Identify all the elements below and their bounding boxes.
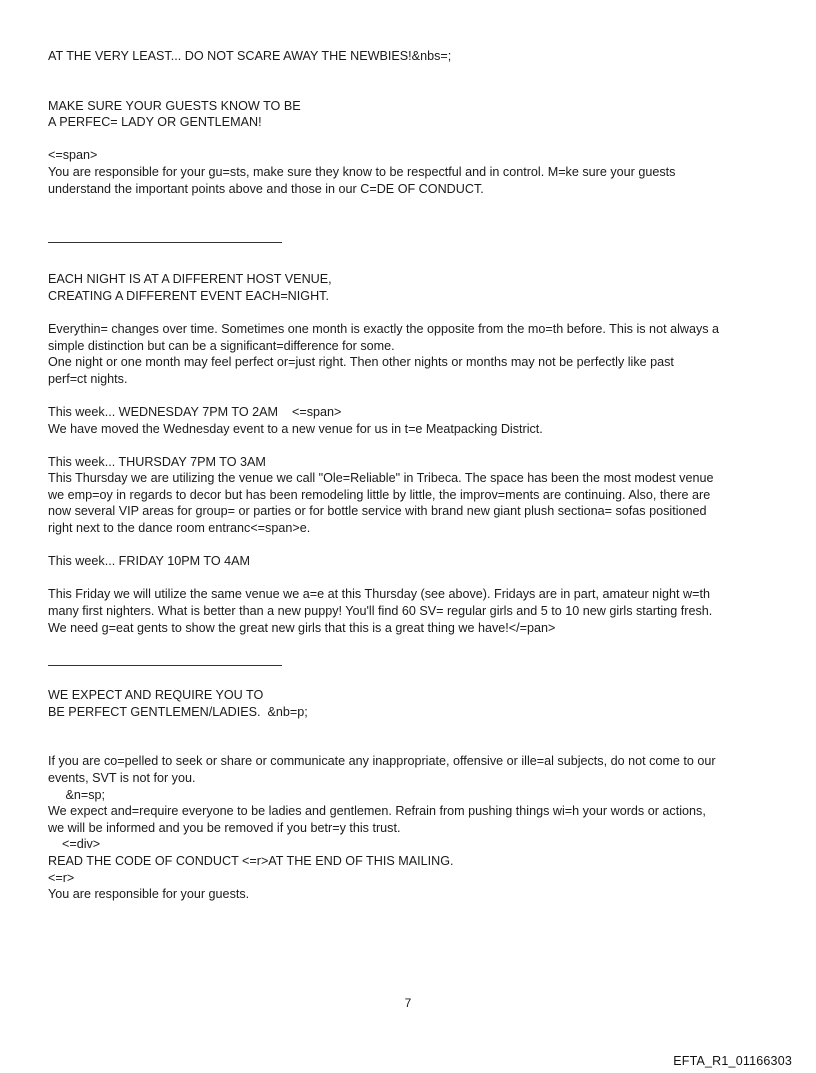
document-body [48,48,770,903]
page-number: 7 [404,996,412,1010]
guests-body-line2: understand the important points above and those in our C=DE OF CONDUCT. [48,181,484,196]
change-para-line3: One night or one month may feel perfect or=just right. Then other nights or months may not be perfectly like past [48,355,674,370]
thursday-body-line1: This Thursday we are utilizing the venue we call "Ole=Reliable" in Tribeca. The space has been the most modest venue [48,471,714,486]
thursday-body-line2: we emp=oy in regards to decor but has been remodeling little by little, the improv=ments are continuing. Also, there are [48,487,711,502]
code-of-conduct-line: READ THE CODE OF CONDUCT <=r>AT THE END OF THIS MAILING. [48,853,454,868]
venue-heading-line1: EACH NIGHT IS AT A DIFFERENT HOST VENUE, [48,272,332,287]
thursday-body-line4: right next to the dance room entranc<=span>e. [48,521,311,536]
change-para-line1: Everythin= changes over time. Sometimes one month is exactly the opposite from the mo=th before. This is not always a [48,321,720,336]
div-tag-line: <=div> [48,837,101,852]
guests-heading-line1: MAKE SURE YOUR GUESTS KNOW TO BE [48,98,301,113]
r-tag-line: <=r> [48,870,75,885]
friday-body-line3: We need g=eat gents to show the great new girls that this is a great thing we have!</=pan> [48,620,556,635]
change-para-line2: simple distinction but can be a significant=difference for some. [48,338,395,353]
expect-heading-line2: BE PERFECT GENTLEMEN/LADIES. &nb=p; [48,704,308,719]
guests-body-line1: You are responsible for your gu=sts, make sure they know to be respectful and in control. M=ke sure your guests [48,164,676,179]
thursday-heading: This week... THURSDAY 7PM TO 3AM [48,454,266,469]
venue-heading-line2: CREATING A DIFFERENT EVENT EACH=NIGHT. [48,288,329,303]
change-para-line4: perf=ct nights. [48,371,128,386]
newbies-line: AT THE VERY LEAST... DO NOT SCARE AWAY THE NEWBIES!&nbs=; [48,49,452,63]
wednesday-body: We have moved the Wednesday event to a new venue for us in t=e Meatpacking District. [48,421,543,436]
friday-body-line2: many first nighters. What is better than a new puppy! You'll find 60 SV= regular girls and 5 to 10 new girls starting fresh. [48,604,713,619]
expect-heading-line1: WE EXPECT AND REQUIRE YOU TO [48,688,264,703]
thursday-body-line3: now several VIP areas for group= or parties or for bottle service with brand new giant plush sectiona= sofas positioned [48,504,707,519]
compelled-para-line1: If you are co=pelled to seek or share or communicate any inappropriate, offensive or ille=al subjects, do not come to our [48,754,716,769]
friday-heading: This week... FRIDAY 10PM TO 4AM [48,554,251,569]
expect-para-line2: we will be informed and you be removed if you betr=y this trust. [48,820,401,835]
compelled-para-line2: events, SVT is not for you. [48,771,196,785]
wednesday-heading: This week... WEDNESDAY 7PM TO 2AM <=span> [48,404,342,419]
span-tag-line: <=span> [48,148,98,163]
guests-heading-line2: A PERFEC= LADY OR GENTLEMAN! [48,115,262,130]
responsible-line: You are responsible for your guests. [48,887,250,902]
nbsp-line: &n=sp; [48,787,106,802]
expect-para-line1: We expect and=require everyone to be ladies and gentlemen. Refrain from pushing things wi=h your words or actions, [48,804,706,819]
friday-body-line1: This Friday we will utilize the same venue we a=e at this Thursday (see above). Fridays are in part, amateur night w=th [48,587,710,602]
bates-number: EFTA_R1_01166303 [673,1054,792,1068]
